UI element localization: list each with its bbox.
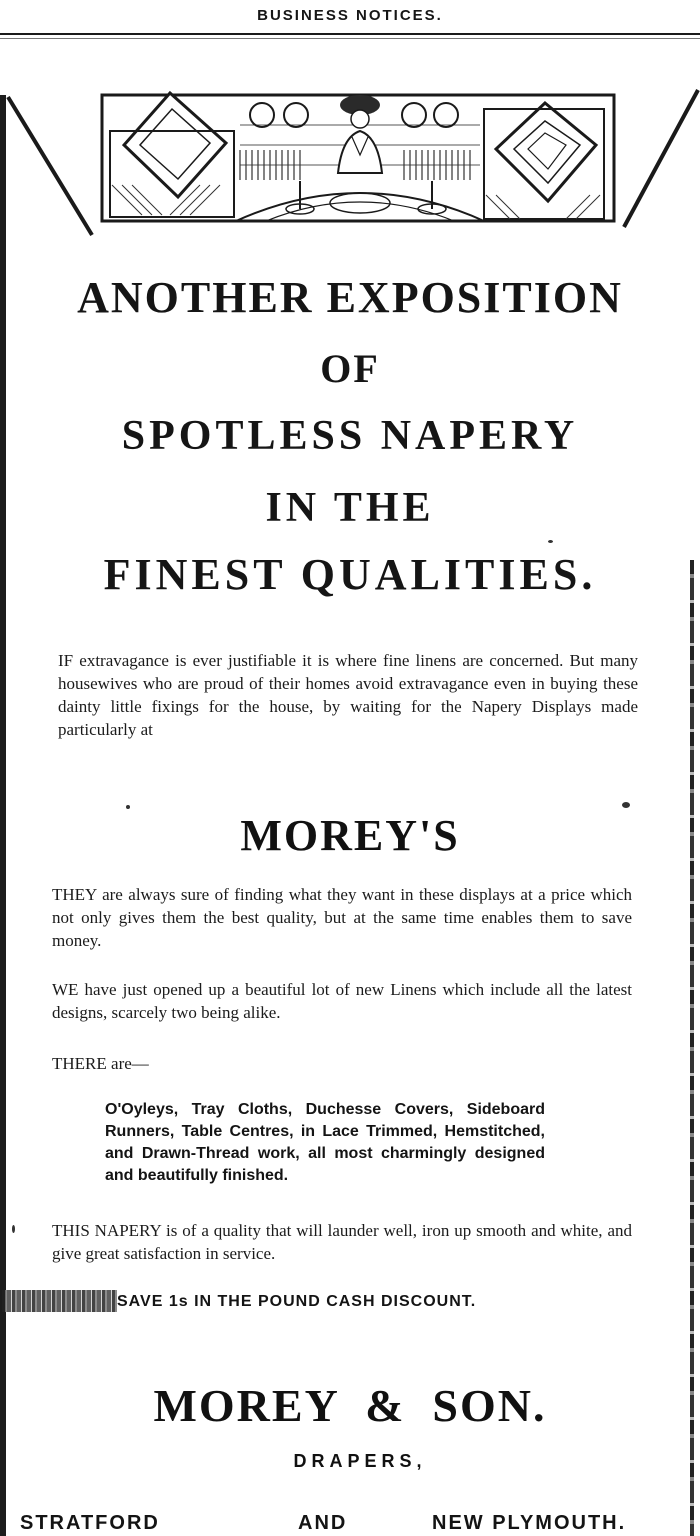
headline-line-5: FINEST QUALITIES.	[103, 550, 597, 599]
headline-line-3: SPOTLESS NAPERY	[121, 413, 579, 459]
intro-paragraph: IF extravagance is ever justifiable it is where fine linens are concerned. But many housewives who are proud of their homes avoid extravagance even in buying these dainty little fixings for the house, by waiting for the Napery Displays made particularly at	[58, 651, 638, 739]
header-rule	[0, 33, 700, 35]
location-and: AND	[298, 1512, 348, 1534]
location-stratford: STRATFORD	[20, 1512, 160, 1534]
discount-notice: SAVE 1s IN THE POUND CASH DISCOUNT.	[117, 1293, 477, 1310]
print-speck	[548, 540, 553, 543]
items-list: O'Oyleys, Tray Cloths, Duchesse Covers, Sideboard Runners, Table Centres, in Lace Trimmed, Hemstitched, and Drawn-Thread work, all most charmingly designed and beautifully finished.	[105, 1101, 545, 1184]
shop-illustration	[0, 85, 700, 245]
headline-line-2: OF	[320, 346, 380, 391]
paragraph-they: THEY are always sure of finding what they want in these displays at a price which not only gives them the best quality, but at the same time enables them to save money.	[52, 885, 632, 950]
print-speck	[12, 1225, 15, 1233]
paragraph-we: WE have just opened up a beautiful lot of new Linens which include all the latest designs, scarcely two being alike.	[52, 980, 632, 1022]
header-rule-thin	[0, 38, 700, 39]
trade-label: DRAPERS,	[293, 1451, 427, 1471]
paragraph-napery: THIS NAPERY is of a quality that will launder well, iron up smooth and white, and give great satisfaction in service.	[52, 1221, 632, 1263]
headline-line-4: IN THE	[265, 485, 435, 531]
store-name: MOREY'S	[240, 811, 460, 860]
section-header: BUSINESS NOTICES.	[257, 7, 443, 24]
smudged-print-block	[2, 1290, 117, 1312]
paragraph-there: THERE are—	[52, 1054, 149, 1073]
firm-name: MOREY & SON.	[153, 1380, 547, 1431]
headline-line-1: ANOTHER EXPOSITION	[77, 273, 623, 322]
print-speck	[126, 805, 130, 809]
location-new-plymouth: NEW PLYMOUTH.	[432, 1512, 627, 1534]
print-speck	[622, 802, 630, 808]
